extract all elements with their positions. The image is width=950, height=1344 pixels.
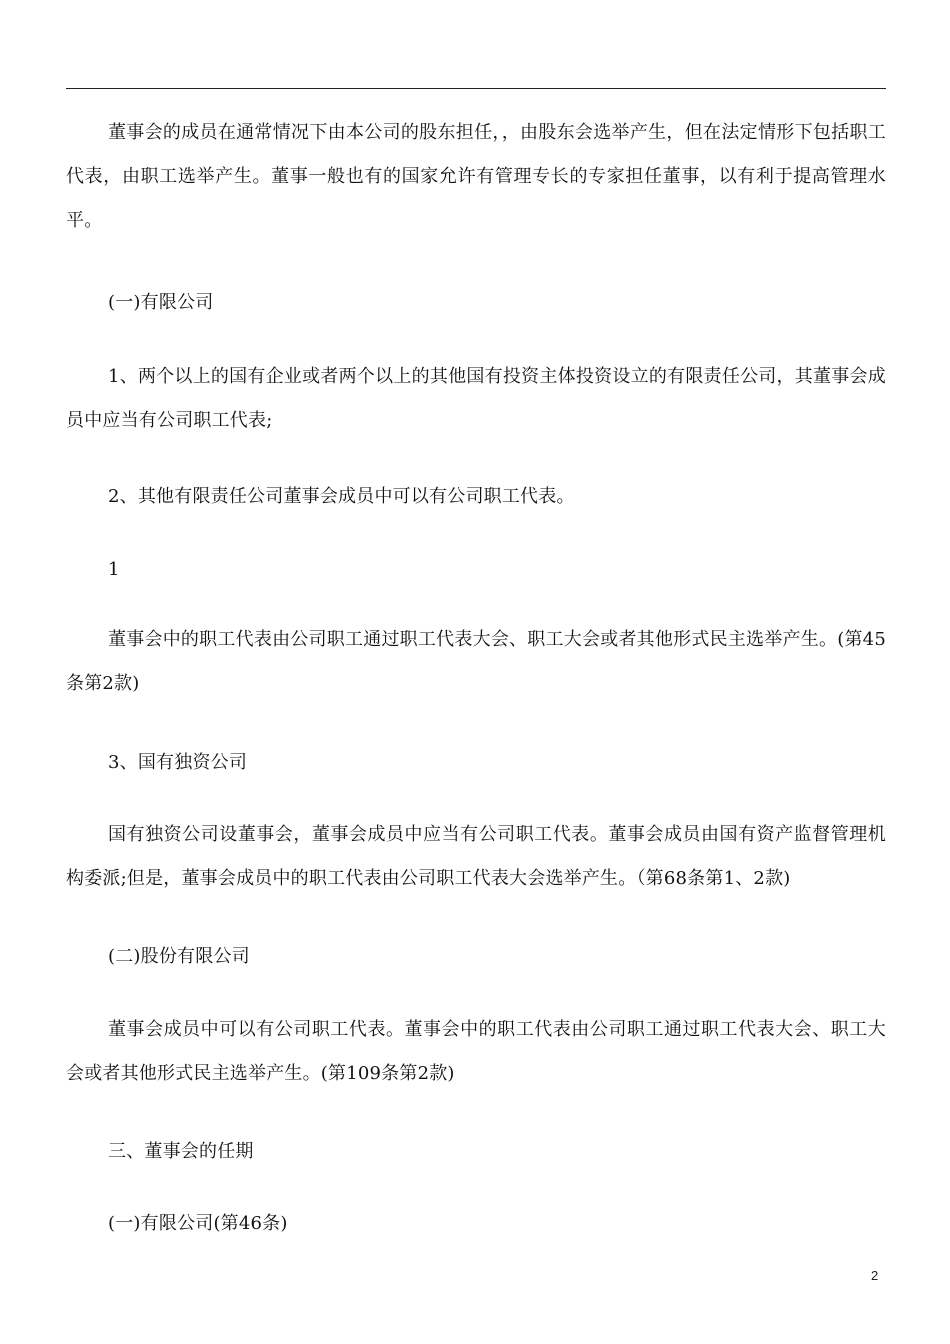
header-rule bbox=[66, 88, 886, 89]
paragraph-item-2: 2、其他有限责任公司董事会成员中可以有公司职工代表。 bbox=[108, 486, 575, 507]
page-number: 2 bbox=[871, 1268, 879, 1283]
heading-board-term: 三、董事会的任期 bbox=[108, 1141, 254, 1162]
paragraph-state-owned-company: 国有独资公司设董事会，董事会成员中应当有公司职工代表。董事会成员由国有资产监督管理机构委派;但是，董事会成员中的职工代表由公司职工代表大会选举产生。（第68条第1、2款) bbox=[66, 824, 886, 889]
heading-joint-stock-company: (二)股份有限公司 bbox=[108, 946, 250, 967]
heading-limited-company-article-46: (一)有限公司(第46条) bbox=[108, 1213, 288, 1234]
paragraph-item-3: 3、国有独资公司 bbox=[108, 752, 248, 773]
heading-limited-company: (一)有限公司 bbox=[108, 292, 214, 313]
paragraph-item-1: 1、两个以上的国有企业或者两个以上的其他国有投资主体投资设立的有限责任公司，其董事会成员中应当有公司职工代表; bbox=[66, 366, 886, 431]
paragraph-board-members: 董事会的成员在通常情况下由本公司的股东担任，，由股东会选举产生，但在法定情形下包括职工代表，由职工选举产生。董事一般也有的国家允许有管理专长的专家担任董事，以有利于提高管理水平。 bbox=[66, 122, 886, 231]
paragraph-employee-representatives: 董事会中的职工代表由公司职工通过职工代表大会、职工大会或者其他形式民主选举产生。(第45条第2款) bbox=[66, 629, 886, 694]
paragraph-marker-1: 1 bbox=[108, 559, 120, 580]
paragraph-joint-stock-board: 董事会成员中可以有公司职工代表。董事会中的职工代表由公司职工通过职工代表大会、职工大会或者其他形式民主选举产生。(第109条第2款) bbox=[66, 1019, 886, 1084]
